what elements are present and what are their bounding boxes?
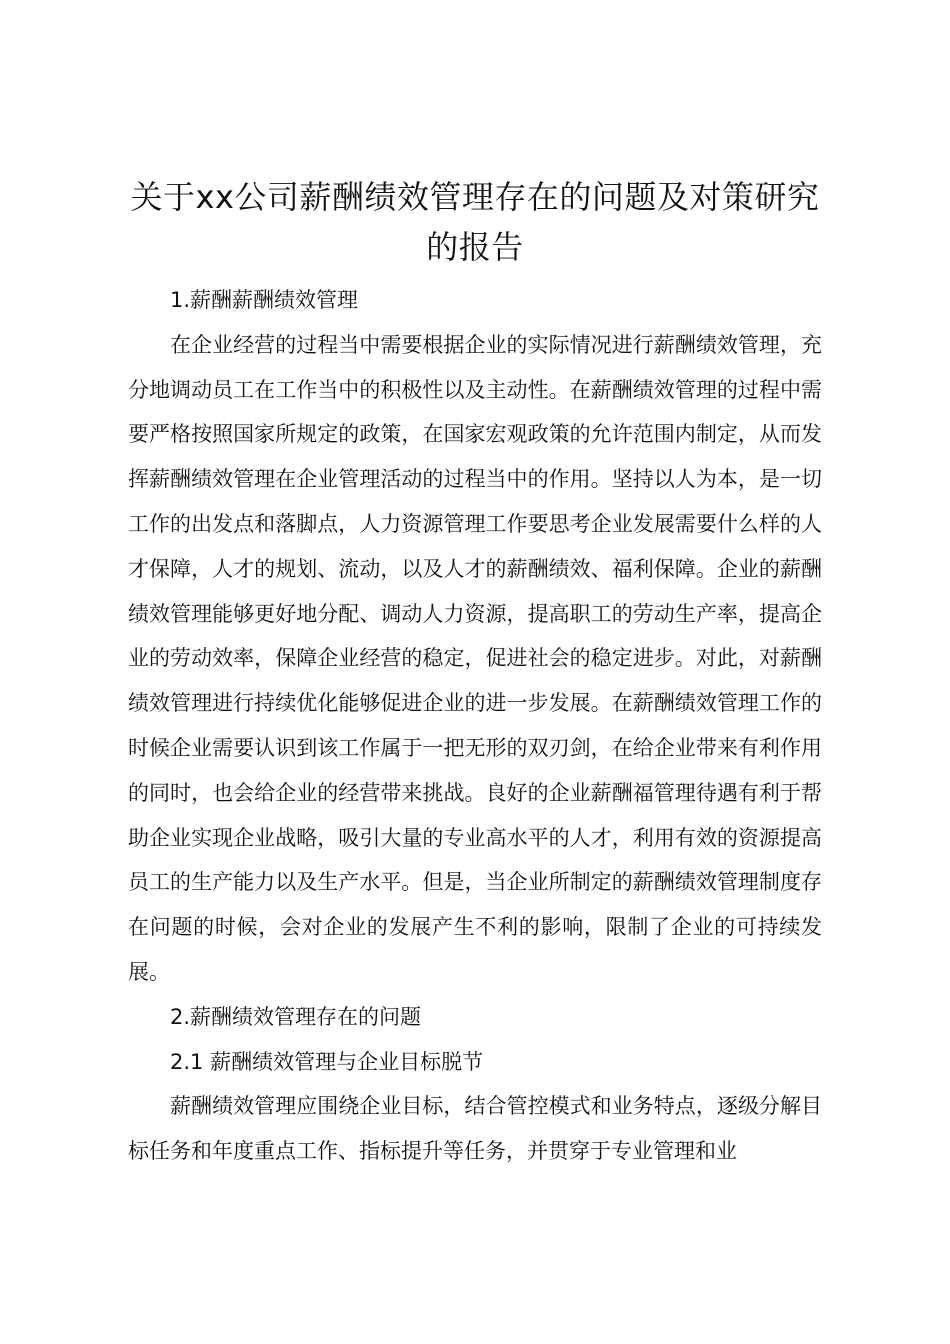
body-paragraph: 在企业经营的过程当中需要根据企业的实际情况进行薪酬绩效管理，充分地调动员工在工作当中的积极性以及主动性。在薪酬绩效管理的过程中需要严格按照国家所规定的政策，在国家宏观政策的允许范围内制定，从而发挥薪酬绩效管理在企业管理活动的过程当中的作用。坚持以人为本，是一切工作的出发点和落脚点，人力资源管理工作要思考企业发展需要什么样的人才保障，人才的规划、流动，以及人才的薪酬绩效、福利保障。企业的薪酬绩效管理能够更好地分配、调动人力资源，提高职工的劳动生产率，提高企业的劳动效率，保障企业经营的稳定，促进社会的稳定进步。对此，对薪酬绩效管理进行持续优化能够促进企业的进一步发展。在薪酬绩效管理工作的时候企业需要认识到该工作属于一把无形的双刃剑，在给企业带来有利作用的同时，也会给企业的经营带来挑战。良好的企业薪酬福管理待遇有利于帮助企业实现企业战略，吸引大量的专业高水平的人才，利用有效的资源提高员工的生产能力以及生产水平。但是，当企业所制定的薪酬绩效管理制度存在问题的时候，会对企业的发展产生不利的影响，限制了企业的可持续发展。 — [128, 332, 822, 984]
body-paragraph: 薪酬绩效管理应围绕企业目标，结合管控模式和业务特点，逐级分解目标任务和年度重点工作、指标提升等任务，并贯穿于专业管理和业 — [128, 1094, 822, 1164]
document-body — [128, 278, 822, 1174]
section-heading: 1.薪酬薪酬绩效管理 — [170, 288, 359, 312]
document-title: 关于xx公司薪酬绩效管理存在的问题及对策研究的报告 — [130, 178, 820, 266]
section-heading: 2.薪酬绩效管理存在的问题 — [170, 1004, 422, 1029]
subsection-heading: 2.1 薪酬绩效管理与企业目标脱节 — [170, 1049, 484, 1074]
